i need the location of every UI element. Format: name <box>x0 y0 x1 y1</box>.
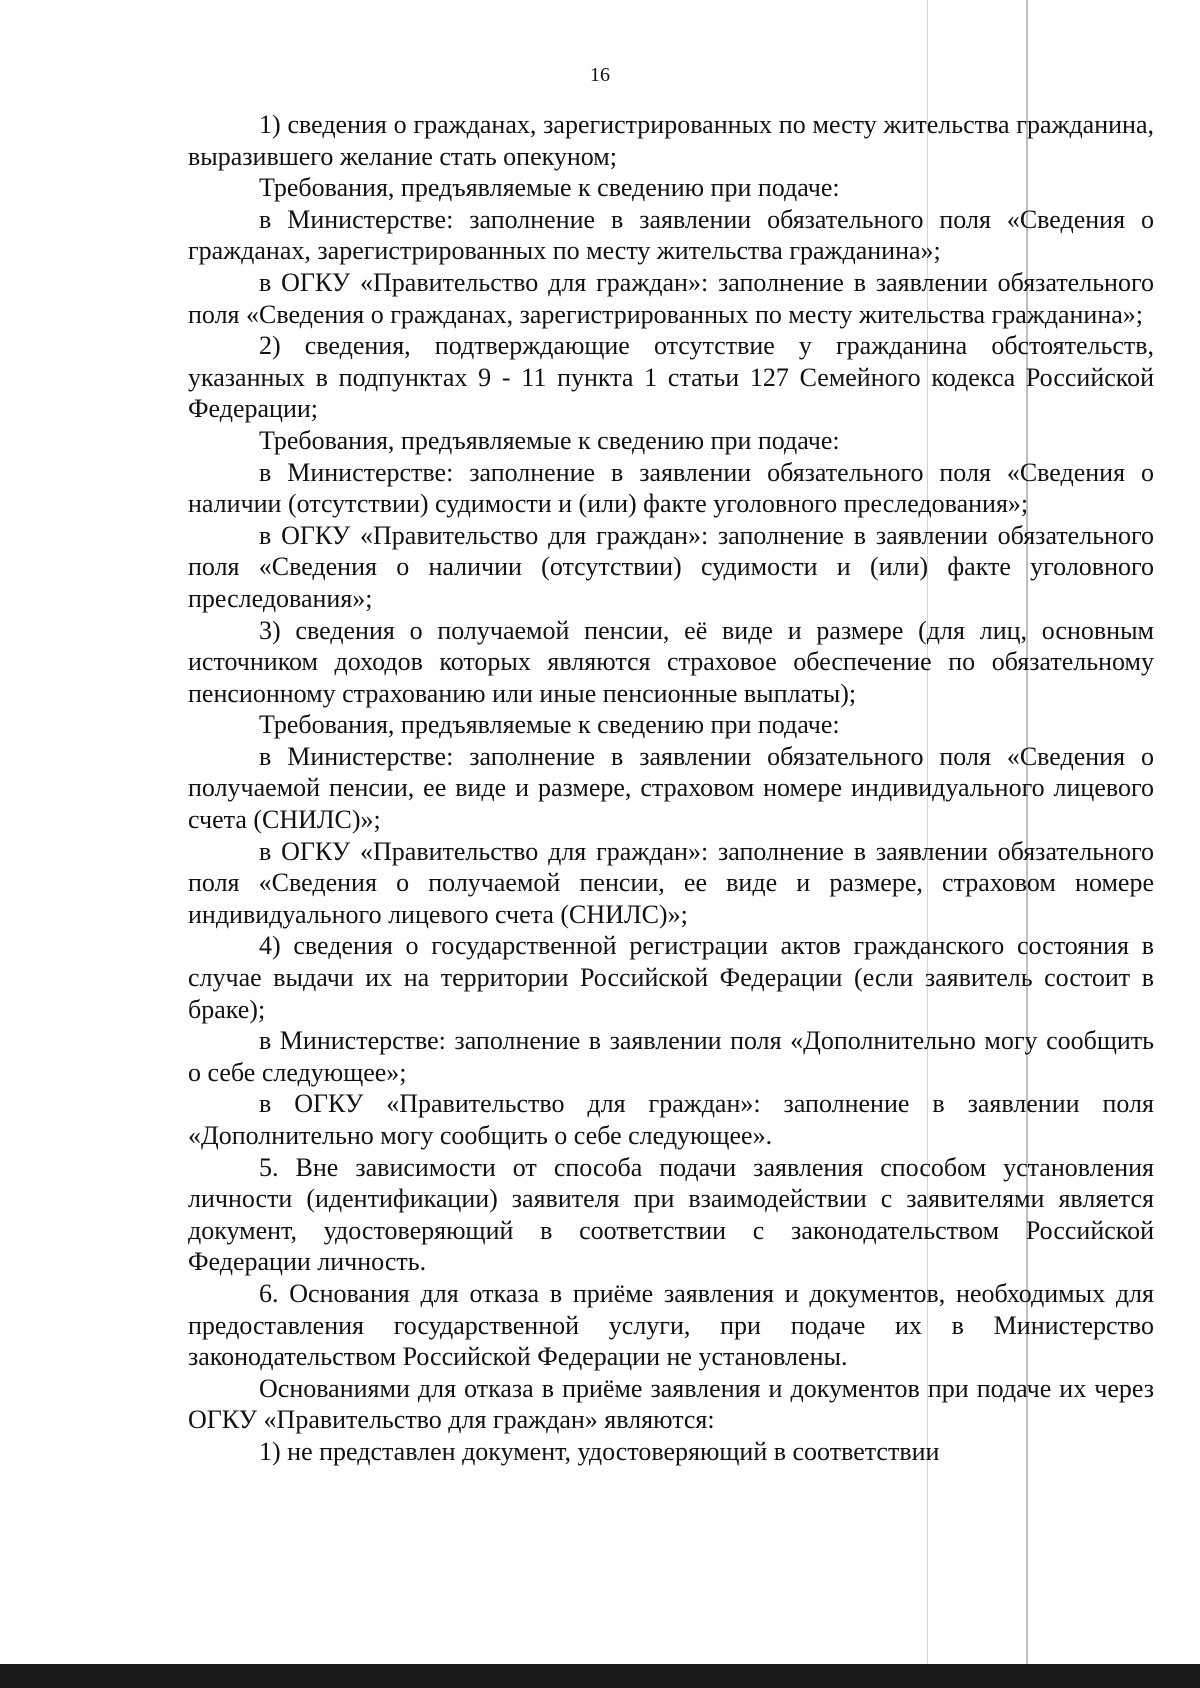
paragraph: в ОГКУ «Правительство для граждан»: заполнение в заявлении поля «Дополнительно могу сообщить о себе следующее». <box>188 1089 1154 1150</box>
paragraph: в Министерстве: заполнение в заявлении обязательного поля «Сведения о получаемой пенсии, ее виде и размере, страховом номере индивидуального лицевого счета (СНИЛС)»; <box>188 741 1154 835</box>
paragraph: 4) сведения о государственной регистрации актов гражданского состояния в случае выдачи их на территории Российской Федерации (если заявитель состоит в браке); <box>188 931 1154 1024</box>
scan-bottom-edge <box>0 1664 1200 1688</box>
paragraph: в ОГКУ «Правительство для граждан»: заполнение в заявлении обязательного поля «Сведения о наличии (отсутствии) судимости и (или) факте уголовного преследования»; <box>188 520 1154 613</box>
paragraph: Основаниями для отказа в приёме заявления и документов при подаче их через ОГКУ «Правительство для граждан» являются: <box>188 1373 1154 1435</box>
paragraph: в ОГКУ «Правительство для граждан»: заполнение в заявлении обязательного поля «Сведения о гражданах, зарегистрированных по месту жительства гражданина»; <box>188 267 1154 329</box>
paragraph: в Министерстве: заполнение в заявлении обязательного поля «Сведения о наличии (отсутствии) судимости и (или) факте уголовного преследования»; <box>188 457 1154 519</box>
paragraph: 3) сведения о получаемой пенсии, её виде и размере (для лиц, основным источником доходов которых являются страховое обеспечение по обязательному пенсионному страхованию или иные пенсионные выплаты); <box>188 615 1154 708</box>
page-number: 16 <box>590 64 610 86</box>
paragraph: 2) сведения, подтверждающие отсутствие у гражданина обстоятельств, указанных в подпунктах 9 - 11 пункта 1 статьи 127 Семейного кодекса Российской Федерации; <box>188 331 1154 424</box>
paragraph: в Министерстве: заполнение в заявлении поля «Дополнительно могу сообщить о себе следующее»; <box>188 1026 1154 1087</box>
paragraph: 5. Вне зависимости от способа подачи заявления способом установления личности (идентификации) заявителя при взаимодействии с заявителями является документ, удостоверяющий в соответствии с законодательством Российской Федерации личность. <box>188 1152 1154 1277</box>
paragraph: в Министерстве: заполнение в заявлении обязательного поля «Сведения о гражданах, зарегистрированных по месту жительства гражданина»; <box>188 204 1154 266</box>
paragraph: Требования, предъявляемые к сведению при подаче: <box>259 425 840 455</box>
paragraph: в ОГКУ «Правительство для граждан»: заполнение в заявлении обязательного поля «Сведения о получаемой пенсии, ее виде и размере, страховом номере индивидуального лицевого счета (СНИЛС)»; <box>188 836 1154 929</box>
paragraph: 1) не представлен документ, удостоверяющий в соответствии <box>259 1436 940 1466</box>
paragraph: 6. Основания для отказа в приёме заявления и документов, необходимых для предоставления государственной услуги, при подаче их в Министерство законодательством Российской Федерации не установлены. <box>188 1278 1154 1372</box>
body-text <box>188 109 1154 1468</box>
paragraph: 1) сведения о гражданах, зарегистрированных по месту жительства гражданина, выразившего желание стать опекуном; <box>188 110 1154 171</box>
paragraph: Требования, предъявляемые к сведению при подаче: <box>259 173 840 203</box>
paragraph: Требования, предъявляемые к сведению при подаче: <box>259 710 840 740</box>
